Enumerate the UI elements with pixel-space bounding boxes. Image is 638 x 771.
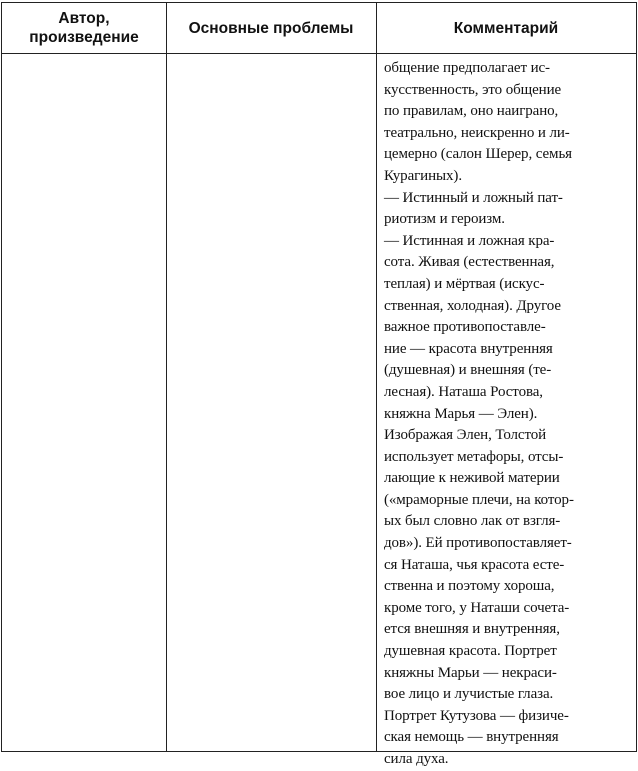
comment-line: — Истинная и ложная кра- bbox=[384, 232, 555, 249]
comment-line: («мраморные плечи, на котор- bbox=[384, 491, 574, 508]
header-comment: Комментарий bbox=[453, 19, 559, 37]
comment-line: Портрет Кутузова — физиче- bbox=[384, 707, 569, 724]
comment-line: княжна Марья — Элен). bbox=[384, 405, 538, 422]
comment-line: ственная, холодная). Другое bbox=[384, 297, 561, 314]
comment-line: по правилам, оно наиграно, bbox=[384, 103, 559, 120]
comment-line: ся Наташа, чья красота есте- bbox=[384, 556, 565, 573]
comment-line: лающие к неживой материи bbox=[384, 470, 560, 487]
comment-line: ых был словно лак от взгля- bbox=[384, 513, 561, 530]
comment-line: общение предполагает ис- bbox=[384, 60, 550, 76]
comment-line: цемерно (салон Шерер, семья bbox=[384, 146, 572, 163]
comment-line: театрально, неискренно и ли- bbox=[384, 124, 570, 141]
column-divider-2 bbox=[376, 3, 377, 751]
comment-line: важное противопоставле- bbox=[384, 319, 546, 336]
comment-line: (душевная) и внешняя (те- bbox=[384, 362, 552, 379]
header-divider bbox=[2, 53, 636, 54]
comment-line: использует метафоры, отсы- bbox=[384, 448, 564, 465]
comment-line: сила духа. bbox=[384, 751, 449, 767]
comment-line: кроме того, у Наташи сочета- bbox=[384, 599, 570, 616]
comment-line: — Истинный и ложный пат- bbox=[384, 189, 563, 206]
column-divider-1 bbox=[166, 3, 167, 751]
comment-line: Изображая Элен, Толстой bbox=[384, 427, 547, 444]
comment-line: кусственность, это общение bbox=[384, 81, 562, 98]
comment-line: лесная). Наташа Ростова, bbox=[384, 383, 543, 400]
comment-line: вое лицо и лучистые глаза. bbox=[384, 686, 554, 703]
comment-line: ние — красота внутренняя bbox=[384, 340, 553, 357]
comment-line: Курагиных). bbox=[384, 167, 462, 184]
comment-line: риотизм и героизм. bbox=[384, 211, 505, 228]
comment-line: ется внешняя и внутренняя, bbox=[384, 621, 560, 638]
comment-line: дов»). Ей противопоставляет- bbox=[384, 535, 572, 552]
comment-line: ская немощь — внутренняя bbox=[384, 729, 559, 746]
comment-line: ственна и поэтому хороша, bbox=[384, 578, 555, 595]
cell-comment bbox=[384, 58, 630, 771]
header-author-line1: Автор, bbox=[58, 10, 110, 27]
comment-line: княжны Марьи — некраси- bbox=[384, 664, 557, 681]
comment-line: сота. Живая (естественная, bbox=[384, 254, 555, 271]
header-problems: Основные проблемы bbox=[188, 19, 354, 37]
comment-line: душевная красота. Портрет bbox=[384, 643, 557, 660]
header-author bbox=[2, 3, 166, 53]
comment-line: теплая) и мёртвая (искус- bbox=[384, 275, 545, 292]
header-author-line2: произведение bbox=[29, 29, 139, 46]
